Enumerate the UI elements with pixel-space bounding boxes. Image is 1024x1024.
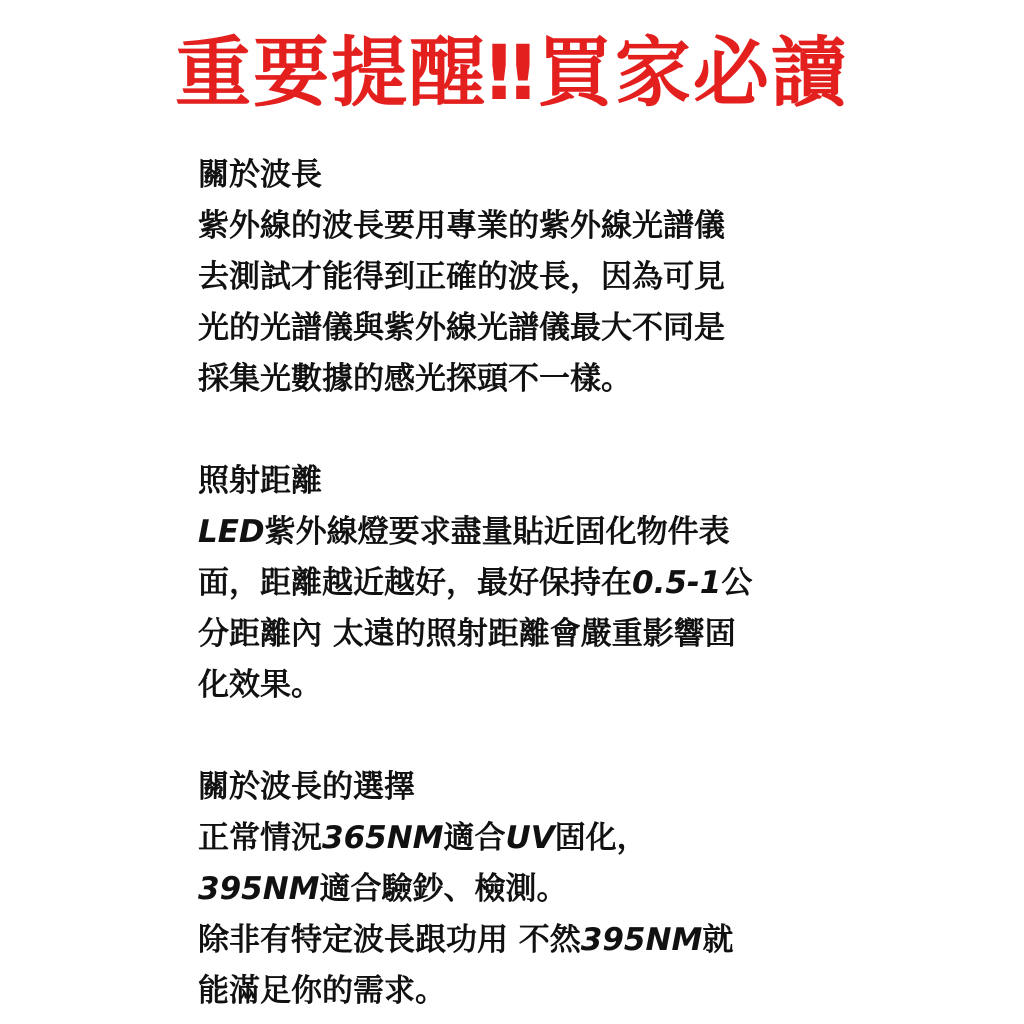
- notice-body: [198, 150, 838, 1017]
- section-wavelength: [198, 150, 838, 405]
- latin-run: 365NM: [322, 820, 444, 856]
- latin-run: 395NM: [580, 922, 703, 958]
- paragraph-line: 面，距離越近越好，最好保持在0.5-1公: [198, 565, 753, 601]
- paragraph-line: LED紫外線燈要求盡量貼近固化物件表: [198, 514, 730, 550]
- paragraph-line: 採集光數據的感光探頭不一樣。: [198, 361, 632, 397]
- paragraph-line: 395NM適合驗鈔、檢測。: [198, 871, 568, 907]
- section-wavelength-choice: [198, 762, 838, 1017]
- paragraph-line: 光的光譜儀與紫外線光譜儀最大不同是: [198, 310, 725, 346]
- paragraph-line: 能滿足你的需求。: [198, 973, 446, 1009]
- paragraph-line: 紫外線的波長要用專業的紫外線光譜儀: [198, 208, 725, 244]
- paragraph-line: 去測試才能得到正確的波長，因為可見: [198, 259, 725, 295]
- latin-run: 0.5-1: [632, 565, 722, 601]
- section-distance: [198, 456, 838, 711]
- section-spacer: [198, 405, 838, 456]
- section-heading: 關於波長: [198, 157, 322, 193]
- paragraph-line: 分距離內 太遠的照射距離會嚴重影響固: [198, 616, 736, 652]
- paragraph-line: 正常情況365NM適合UV固化，: [198, 820, 648, 856]
- paragraph-line: 化效果。: [198, 667, 322, 703]
- page-title: 重要提醒‼買家必讀: [175, 28, 849, 117]
- paragraph-line: 除非有特定波長跟功用 不然395NM就: [198, 922, 734, 958]
- latin-run: 395NM: [198, 871, 320, 907]
- latin-run: LED: [198, 514, 265, 550]
- section-spacer: [198, 711, 838, 762]
- section-heading: 關於波長的選擇: [198, 769, 415, 805]
- latin-run: UV: [505, 820, 555, 856]
- section-heading: 照射距離: [198, 463, 322, 499]
